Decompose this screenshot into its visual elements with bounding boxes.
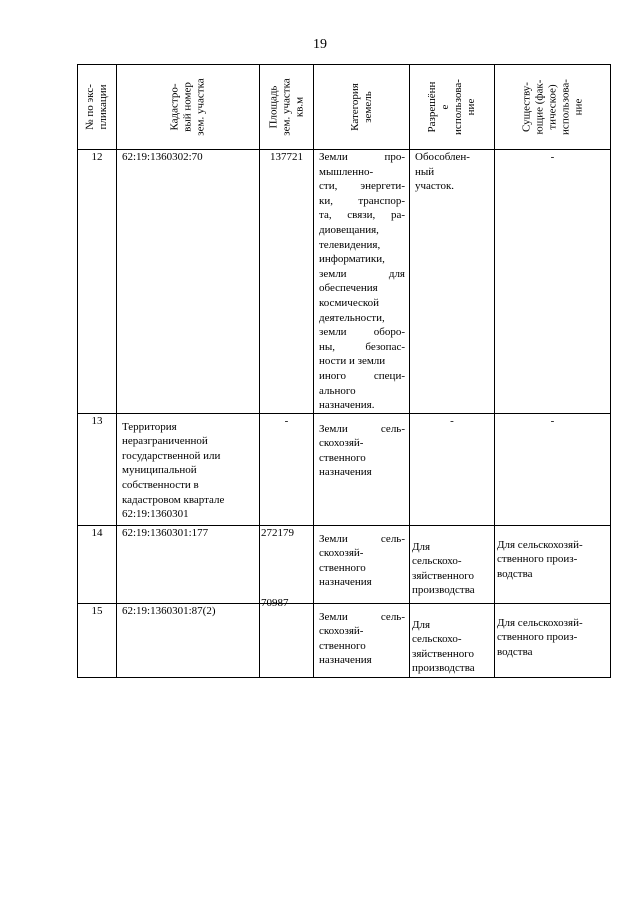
header-row xyxy=(78,65,611,150)
cadastral-number: 62:19:1360301:87(2) xyxy=(117,603,260,677)
table-row xyxy=(78,413,611,525)
page-number: 19 xyxy=(313,37,327,52)
land-category: Земли про- мышленно- сти, энергети- ки, транспор- та, связи, ра- диовещания, телевидения, информатики, земли для обеспечения космической деятельности, земли оборо- ны, безопас- ности и земли иного специ- ального назначения. xyxy=(314,150,410,414)
cadastral-number: 62:19:1360302:70 xyxy=(117,150,260,414)
header-no: № по экс- пликации xyxy=(78,65,117,150)
header-permitted-use: Разрешённ е использова- ние xyxy=(410,65,495,150)
existing-use: Для сельскохозяй- ственного произ- водства xyxy=(495,525,611,603)
area-value: 272179 xyxy=(260,525,314,603)
area-value: 70987 xyxy=(260,603,314,677)
existing-use: - xyxy=(495,150,611,414)
table-row xyxy=(78,603,611,677)
table-row xyxy=(78,150,611,414)
permitted-use: Для сельскохо- зяйственного производства xyxy=(410,603,495,677)
header-cadastral: Кадастро- вый номер зем. участка xyxy=(117,65,260,150)
header-area: Площадь зем. участка кв.м xyxy=(260,65,314,150)
existing-use: - xyxy=(495,413,611,525)
header-existing-use: Существу- ющие (фак- тическое) использова- ние xyxy=(495,65,611,150)
row-number: 15 xyxy=(78,603,117,677)
land-category: Земли сель- скохозяй- ственного назначения xyxy=(314,603,410,677)
row-number: 13 xyxy=(78,413,117,525)
permitted-use: - xyxy=(410,413,495,525)
cadastral-number: 62:19:1360301:177 xyxy=(117,525,260,603)
area-value: - xyxy=(260,413,314,525)
permitted-use: Для сельскохо- зяйственного производства xyxy=(410,525,495,603)
permitted-use: Обособлен- ный участок. xyxy=(410,150,495,414)
land-category: Земли сель- скохозяй- ственного назначения xyxy=(314,525,410,603)
land-category: Земли сель- скохозяй- ственного назначения xyxy=(314,413,410,525)
header-category: Категория земель xyxy=(314,65,410,150)
area-value: 137721 xyxy=(260,150,314,414)
table-row xyxy=(78,525,611,603)
explication-table xyxy=(77,64,611,678)
row-number: 14 xyxy=(78,525,117,603)
existing-use: Для сельскохозяй- ственного произ- водства xyxy=(495,603,611,677)
row-number: 12 xyxy=(78,150,117,414)
cadastral-number: Территория неразграниченной государственной или муниципальной собственности в кадастровом квартале 62:19:1360301 xyxy=(117,413,260,525)
